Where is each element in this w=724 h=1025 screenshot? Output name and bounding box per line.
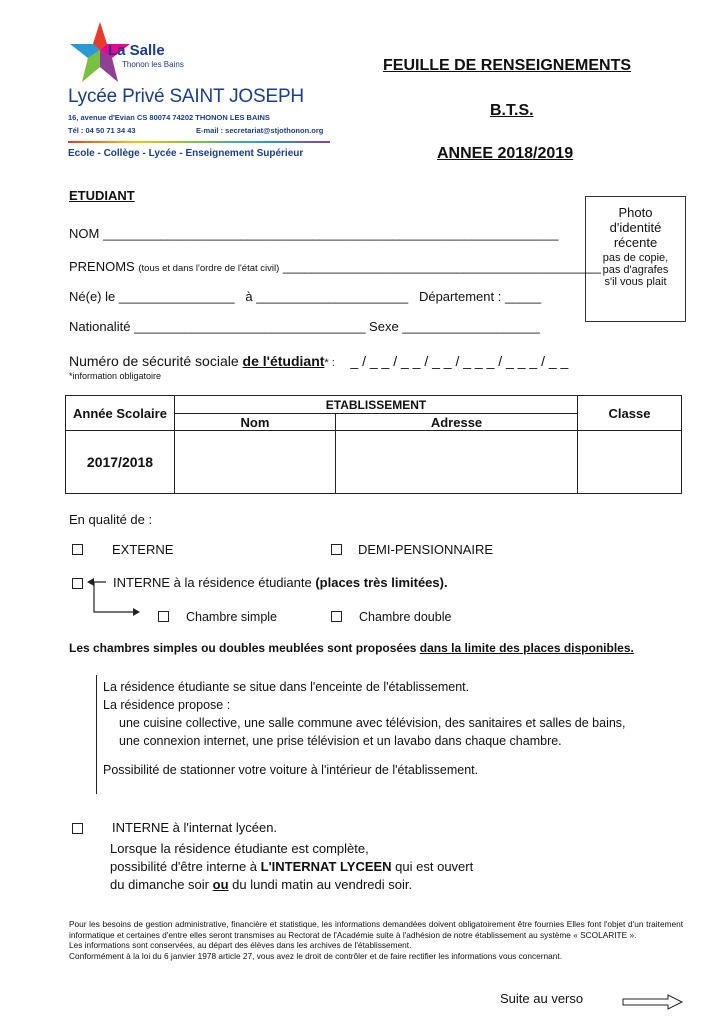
school-address: 16, avenue d'Evian CS 80074 74202 THONON LES BAINS (68, 113, 270, 122)
residence-info-bar (96, 675, 97, 794)
legal-paragraph: Les informations sont conservées, au départ des élèves dans les archives de l'établissement. (69, 940, 412, 950)
school-year: ANNEE 2018/2019 (437, 145, 574, 162)
externe-checkbox[interactable] (72, 542, 83, 560)
chambre-double-checkbox[interactable] (331, 609, 342, 627)
residence-info (103, 678, 626, 779)
school-tel: Tél : 04 50 71 34 43 (68, 126, 136, 135)
legal-paragraph: Conformément à la loi du 6 janvier 1978 article 27, vous avez le droit de contrôler et de faire rectifier les informations vous concernant. (69, 950, 562, 961)
internat-label: INTERNE à l'internat lycéen. (112, 820, 278, 835)
row-year: 2017/2018 (66, 431, 175, 494)
page-title: FEUILLE DE RENSEIGNEMENTS (383, 57, 632, 74)
etab-header: ETABLISSEMENT (175, 396, 578, 414)
photo-box-line: pas de copie, (602, 252, 669, 264)
school-levels: Ecole - Collège - Lycée - Enseignement Supérieur (68, 148, 304, 159)
residence-line: La résidence étudiante se situe dans l'enceinte de l'établissement. (103, 680, 470, 694)
nom-cell[interactable] (175, 431, 336, 494)
page-subtitle: B.T.S. (490, 102, 534, 119)
residence-line: La résidence propose : (103, 698, 231, 712)
residence-line: une cuisine collective, une salle commune avec télévision, des sanitaires et salles de bains, (119, 716, 626, 730)
nom-header: Nom (175, 414, 336, 431)
chambres-notice: Les chambres simples ou doubles meublées sont proposées dans la limite des places disponibles. (69, 641, 634, 655)
school-name: Lycée Privé SAINT JOSEPH (68, 86, 304, 107)
logo-rule (68, 141, 330, 143)
arrow-right-icon (622, 994, 684, 1010)
school-logo (68, 20, 338, 170)
adresse-header: Adresse (336, 414, 578, 431)
secu-field[interactable]: Numéro de sécurité sociale de l'étudiant* : _ / _ _ / _ _ / _ _ / _ _ _ / _ _ _ / _ _ (69, 353, 569, 369)
brand-name: La Salle (108, 42, 165, 59)
photo-box-line: récente (613, 235, 658, 250)
prenoms-field[interactable]: PRENOMS (tous et dans l'ordre de l'état civil) ____________________________________________ (69, 259, 602, 274)
photo-box-line: d'identité (609, 220, 662, 235)
annee-header: Année Scolaire (66, 396, 175, 431)
demi-label: DEMI-PENSIONNAIRE (358, 542, 494, 557)
classe-header: Classe (578, 396, 682, 431)
internat-info (110, 840, 473, 894)
interne-residence-checkbox[interactable] (72, 576, 83, 594)
chambre-double-label: Chambre double (359, 610, 452, 624)
classe-cell[interactable] (578, 431, 682, 494)
internat-line: Lorsque la résidence étudiante est complète, (110, 841, 369, 856)
internat-checkbox[interactable] (72, 821, 83, 839)
photo-box-line: pas d'agrafes (602, 264, 669, 276)
legal-notice (69, 919, 683, 961)
interne-residence-label: INTERNE à la résidence étudiante (places très limitées). (113, 575, 448, 590)
nom-field[interactable]: NOM _______________________________________________________________ (69, 226, 559, 241)
etablissement-table (65, 395, 682, 494)
residence-line: une connexion internet, une prise télévision et un lavabo dans chaque chambre. (119, 734, 562, 748)
internat-line: possibilité d'être interne à L'INTERNAT LYCEEN qui est ouvert (110, 859, 474, 874)
adresse-cell[interactable] (336, 431, 578, 494)
brand-sub: Thonon les Bains (122, 60, 184, 69)
legal-paragraph: Pour les besoins de gestion administrative, financière et statistique, les informations demandées doivent obligatoirement être fournies Elles font l'objet d'un traitement informatique et certaines d'entre elles seront transmises au Rectorat de l'Académie suite à l'adhésion de notre établissement au système « SCOLARITE ». (69, 919, 683, 940)
internat-line: du dimanche soir ou du lundi matin au vendredi soir. (110, 877, 413, 892)
photo-box-line: s'il vous plait (604, 276, 667, 288)
info-obligatoire: *information obligatoire (69, 371, 162, 381)
nationalite-field[interactable]: Nationalité ________________________________ Sexe ___________________ (69, 319, 540, 334)
naissance-field[interactable]: Né(e) le ________________ à _____________________ Département : _____ (69, 289, 542, 304)
suite-verso: Suite au verso (500, 991, 584, 1006)
externe-label: EXTERNE (112, 542, 174, 557)
qualite-label: En qualité de : (69, 512, 153, 527)
demi-checkbox[interactable] (331, 542, 342, 560)
chambre-simple-checkbox[interactable] (158, 609, 169, 627)
photo-box-line: Photo (618, 205, 653, 220)
chambre-simple-label: Chambre simple (186, 610, 278, 624)
section-etudiant: ETUDIANT (69, 188, 135, 203)
residence-line: Possibilité de stationner votre voiture à l'intérieur de l'établissement. (103, 763, 479, 777)
school-email: E-mail : secretariat@stjothonon.org (196, 126, 324, 135)
